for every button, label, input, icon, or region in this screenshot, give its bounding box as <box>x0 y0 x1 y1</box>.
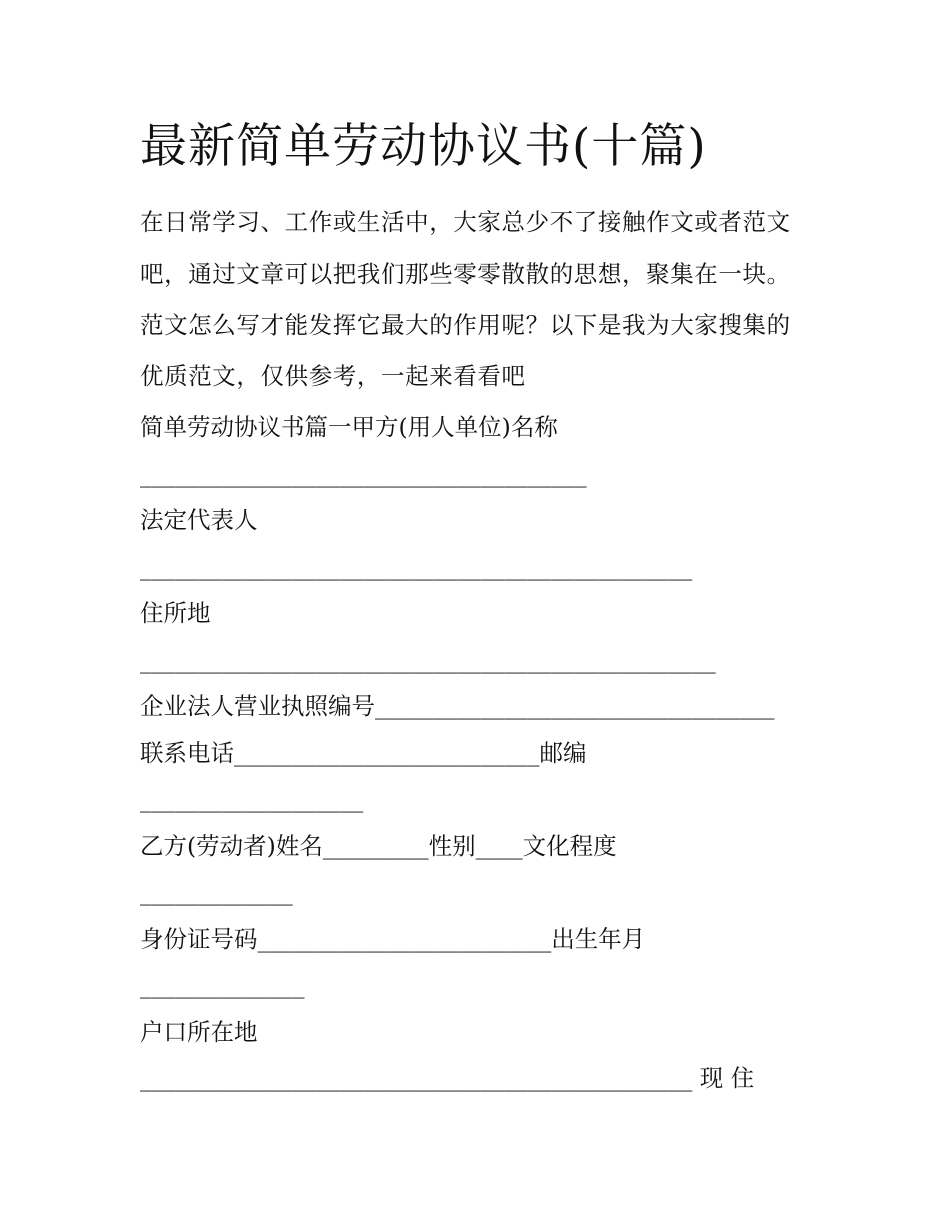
blank-line-postcode: ___________________ <box>140 785 364 813</box>
field-business-license-number: 企业法人营业执照编号__________________________________ <box>140 692 775 720</box>
field-label-household-registration: 户口所在地 <box>140 1018 258 1046</box>
field-id-number-birth-date: 身份证号码_________________________出生年月 <box>140 925 646 953</box>
intro-line: 范文怎么写才能发挥它最大的作用呢？以下是我为大家搜集的 <box>140 311 791 339</box>
section-heading-employer-name: 简单劳动协议书篇一甲方(用人单位)名称 <box>140 413 558 441</box>
document-title: 最新简单劳动协议书(十篇) <box>140 119 707 174</box>
field-label-legal-representative: 法定代表人 <box>140 506 258 534</box>
intro-line: 在日常学习、工作或生活中，大家总少不了接触作文或者范文 <box>140 208 791 236</box>
field-phone-postcode: 联系电话__________________________邮编 <box>140 739 587 767</box>
blank-line-birth-date: ______________ <box>140 971 305 999</box>
blank-line-household-registration: _______________________________________________ 现 住 <box>140 1064 755 1092</box>
field-worker-name-gender-education: 乙方(劳动者)姓名_________性别____文化程度 <box>140 832 617 860</box>
blank-line-legal-representative: _______________________________________________ <box>140 553 693 581</box>
intro-line: 吧，通过文章可以把我们那些零零散散的思想，聚集在一块。 <box>140 260 791 288</box>
blank-line-employer-name: ______________________________________ <box>140 460 587 488</box>
field-label-address: 住所地 <box>140 599 211 627</box>
blank-line-education: _____________ <box>140 878 293 906</box>
intro-line: 优质范文，仅供参考，一起来看看吧 <box>140 362 526 390</box>
blank-line-address: _________________________________________________ <box>140 646 716 674</box>
